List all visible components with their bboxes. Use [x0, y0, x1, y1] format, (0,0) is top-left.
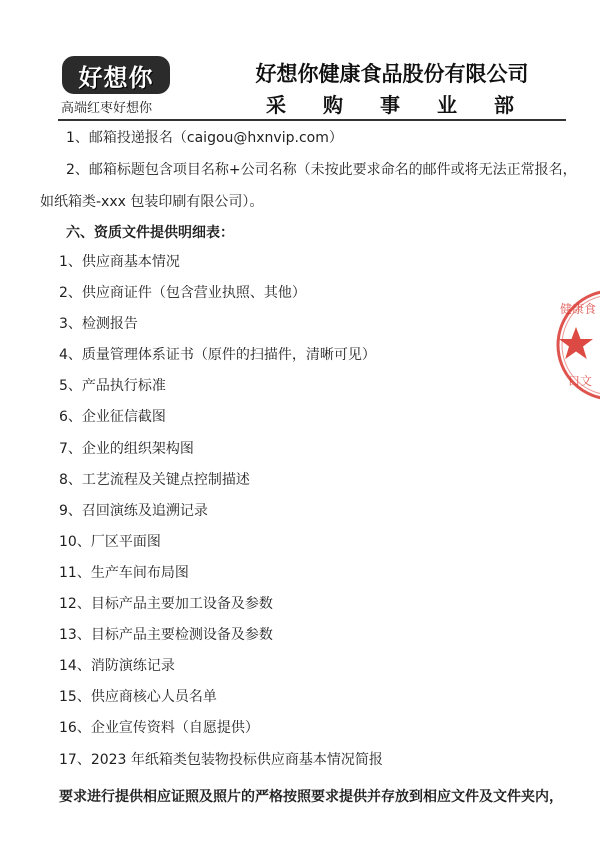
- list-item: 11、生产车间布局图: [59, 564, 189, 581]
- section-title: 六、资质文件提供明细表：: [66, 225, 234, 241]
- list-item: 17、2023 年纸箱类包装物投标供应商基本情况简报: [59, 751, 383, 768]
- list-item: 15、供应商核心人员名单: [59, 689, 217, 706]
- brand-slogan: 高端红枣好想你: [61, 101, 153, 116]
- department-char: 业: [437, 93, 457, 117]
- header-divider: [58, 119, 566, 121]
- brand-logo: [62, 56, 170, 94]
- qualification-list: [59, 252, 383, 781]
- company-name: 好想你健康食品股份有限公司: [255, 62, 529, 86]
- brand-logo-text: 好想你: [78, 63, 154, 92]
- list-item: 7、企业的组织架构图: [59, 440, 194, 457]
- department-char: 购: [323, 93, 343, 117]
- company-seal: [548, 285, 600, 405]
- email-instruction: 1、邮箱投递报名（caigou@hxnvip.com）: [66, 130, 343, 146]
- svg-text:健康食: 健康食: [560, 302, 597, 316]
- list-item: 6、企业征信截图: [59, 409, 166, 426]
- list-item: 3、检测报告: [59, 316, 138, 333]
- list-item: 9、召回演练及追溯记录: [59, 502, 208, 519]
- department-char: 部: [494, 93, 514, 117]
- list-item: 10、厂区平面图: [59, 533, 161, 550]
- department-char: 事: [380, 93, 400, 117]
- list-item: 4、质量管理体系证书（原件的扫描件，清晰可见）: [59, 347, 376, 364]
- svg-text:口文: 口文: [568, 374, 593, 388]
- list-item: 12、目标产品主要加工设备及参数: [59, 596, 273, 613]
- list-item: 1、供应商基本情况: [59, 254, 180, 270]
- department-char: 采: [266, 93, 286, 117]
- list-item: 2、供应商证件（包含营业执照、其他）: [59, 285, 306, 302]
- list-item: 16、企业宣传资料（自愿提供）: [59, 720, 259, 737]
- list-item: 14、消防演练记录: [59, 658, 175, 675]
- subject-instruction-line2: 如纸箱类-xxx 包装印刷有限公司）。: [40, 194, 264, 210]
- department-name: [266, 89, 514, 118]
- list-item: 8、工艺流程及关键点控制描述: [59, 471, 250, 488]
- footer-note: 要求进行提供相应证照及照片的严格按照要求提供并存放到相应文件及文件夹内，: [59, 789, 563, 805]
- list-item: 5、产品执行标准: [59, 378, 166, 395]
- subject-instruction-line1: 2、邮箱标题包含项目名称+公司名称（未按此要求命名的邮件或将无法正常报名，: [66, 162, 577, 178]
- list-item: 13、目标产品主要检测设备及参数: [59, 627, 273, 644]
